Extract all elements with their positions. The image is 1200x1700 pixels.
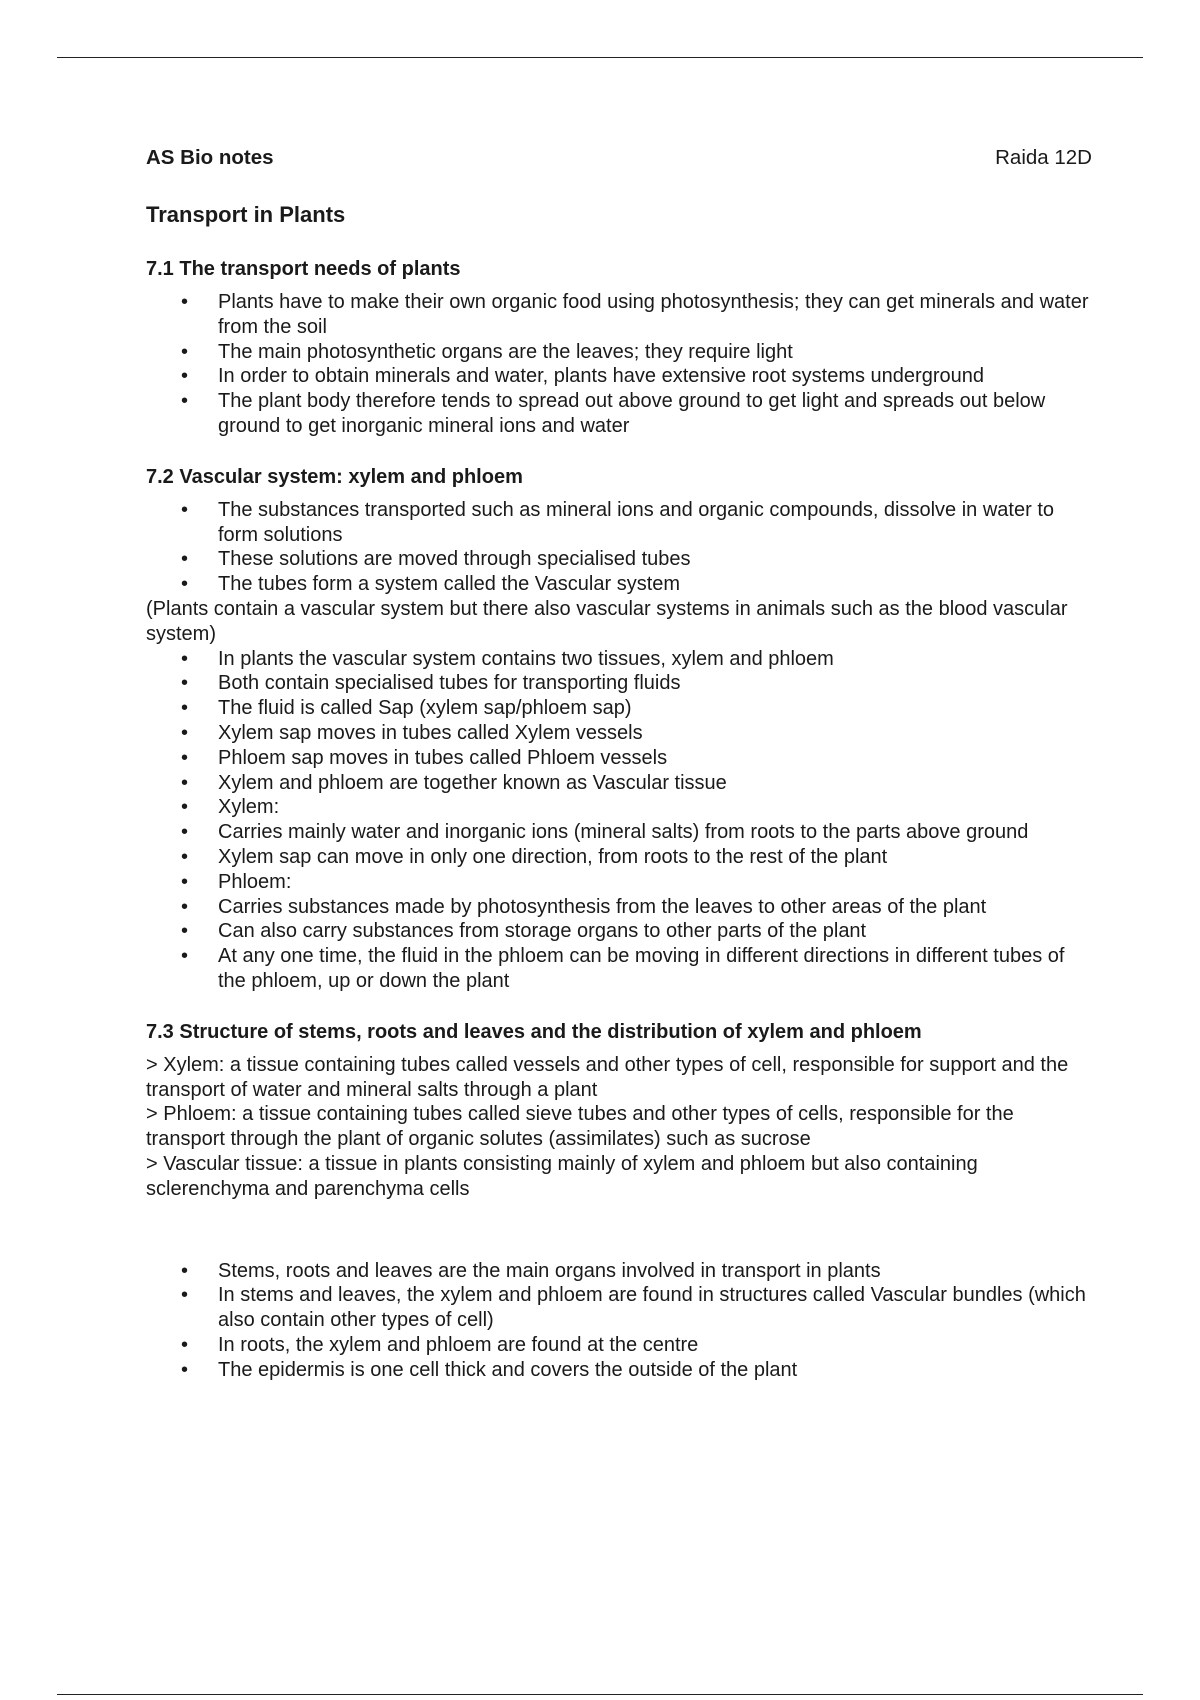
list-item: • The plant body therefore tends to spread out above ground to get light and spreads out below ground to get inorganic mineral ions and water bbox=[146, 389, 1092, 439]
section-heading-7-2: 7.2 Vascular system: xylem and phloem bbox=[146, 465, 523, 488]
top-rule bbox=[57, 57, 1143, 58]
list-item: • Carries substances made by photosynthesis from the leaves to other areas of the plant bbox=[146, 895, 1092, 920]
list-item: • In order to obtain minerals and water, plants have extensive root systems underground bbox=[146, 364, 1092, 389]
definition-xylem: > Xylem: a tissue containing tubes called vessels and other types of cell, responsible for support and the transport of water and mineral salts through a plant bbox=[146, 1053, 1069, 1101]
course-label: AS Bio notes bbox=[146, 146, 274, 169]
list-item: • In stems and leaves, the xylem and phloem are found in structures called Vascular bundles (which also contain other types of cell) bbox=[146, 1283, 1092, 1333]
list-item: • The epidermis is one cell thick and covers the outside of the plant bbox=[146, 1358, 1092, 1383]
list-item: • The main photosynthetic organs are the leaves; they require light bbox=[146, 340, 1092, 365]
bullet-list-7-2a bbox=[146, 498, 1092, 597]
section-heading-7-1: 7.1 The transport needs of plants bbox=[146, 258, 461, 280]
list-item: • These solutions are moved through specialised tubes bbox=[146, 547, 1092, 572]
bullet-list-7-2b bbox=[146, 647, 1092, 994]
list-item: • Stems, roots and leaves are the main organs involved in transport in plants bbox=[146, 1259, 1092, 1284]
bullet-list-7-1 bbox=[146, 290, 1092, 439]
bottom-rule bbox=[57, 1694, 1143, 1695]
vascular-note: (Plants contain a vascular system but there also vascular systems in animals such as the blood vascular system) bbox=[146, 597, 1068, 645]
bullet-list-7-3 bbox=[146, 1259, 1092, 1383]
list-item: • Phloem: bbox=[146, 870, 1092, 895]
document-header bbox=[146, 146, 1092, 170]
list-item: • Plants have to make their own organic food using photosynthesis; they can get minerals and water from the soil bbox=[146, 290, 1092, 340]
list-item: • In roots, the xylem and phloem are found at the centre bbox=[146, 1333, 1092, 1358]
list-item: • The substances transported such as mineral ions and organic compounds, dissolve in water to form solutions bbox=[146, 498, 1092, 548]
list-item: • In plants the vascular system contains two tissues, xylem and phloem bbox=[146, 647, 1092, 672]
list-item: • Both contain specialised tubes for transporting fluids bbox=[146, 671, 1092, 696]
author-label: Raida 12D bbox=[995, 146, 1092, 169]
list-item: • Xylem sap moves in tubes called Xylem vessels bbox=[146, 721, 1092, 746]
list-item: • Xylem sap can move in only one direction, from roots to the rest of the plant bbox=[146, 845, 1092, 870]
list-item: • Can also carry substances from storage organs to other parts of the plant bbox=[146, 919, 1092, 944]
list-item: • Xylem and phloem are together known as Vascular tissue bbox=[146, 771, 1092, 796]
list-item: • Carries mainly water and inorganic ions (mineral salts) from roots to the parts above ground bbox=[146, 820, 1092, 845]
spacer bbox=[146, 1202, 1092, 1259]
page-title: Transport in Plants bbox=[146, 202, 346, 227]
list-item: • The fluid is called Sap (xylem sap/phloem sap) bbox=[146, 696, 1092, 721]
list-item: • The tubes form a system called the Vascular system bbox=[146, 572, 1092, 597]
section-heading-7-3: 7.3 Structure of stems, roots and leaves and the distribution of xylem and phloem bbox=[146, 1020, 922, 1043]
definition-phloem: > Phloem: a tissue containing tubes called sieve tubes and other types of cells, responsible for the transport through the plant of organic solutes (assimilates) such as sucrose bbox=[146, 1103, 1014, 1151]
document-page bbox=[146, 146, 1092, 1382]
list-item: • At any one time, the fluid in the phloem can be moving in different directions in different tubes of the phloem, up or down the plant bbox=[146, 944, 1092, 994]
definition-vascular-tissue: > Vascular tissue: a tissue in plants consisting mainly of xylem and phloem but also containing sclerenchyma and parenchyma cells bbox=[146, 1152, 978, 1200]
list-item: • Phloem sap moves in tubes called Phloem vessels bbox=[146, 746, 1092, 771]
list-item: • Xylem: bbox=[146, 795, 1092, 820]
